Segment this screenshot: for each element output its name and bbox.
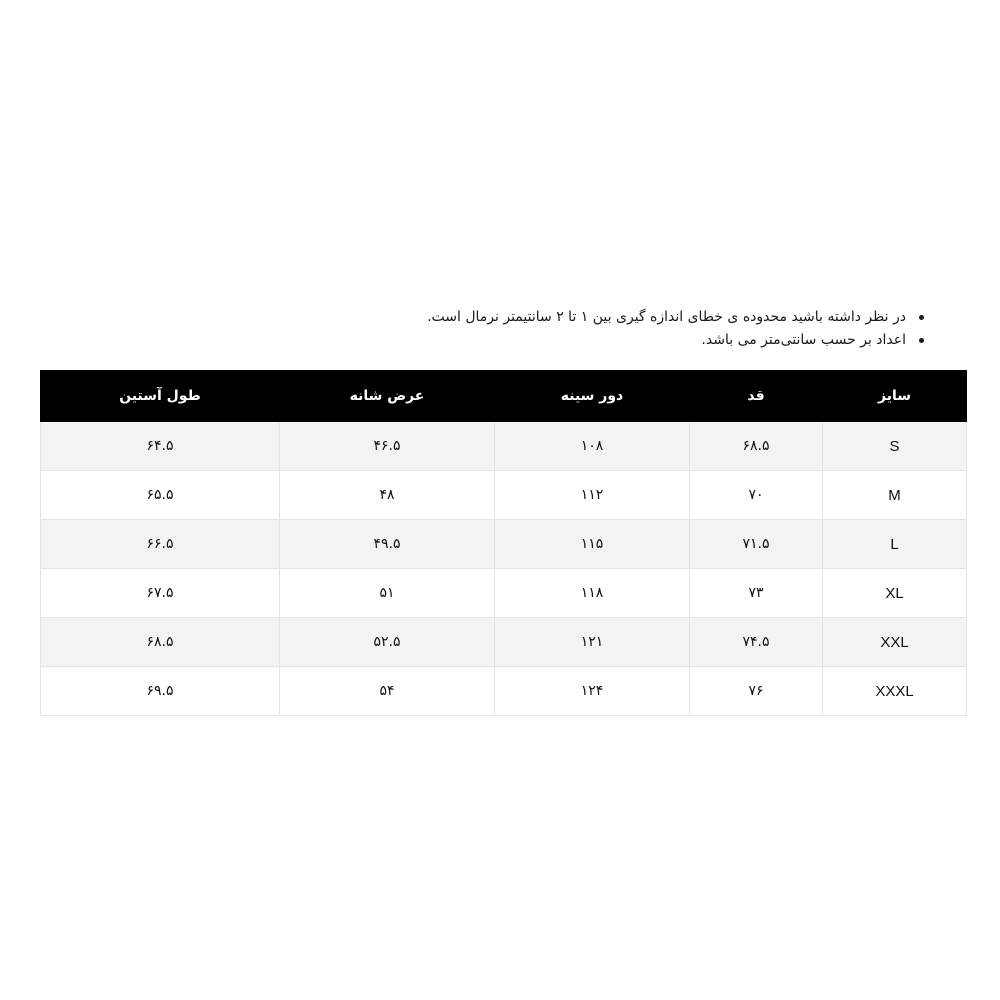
cell-height: ۷۰: [690, 471, 823, 520]
bullet-icon: [919, 315, 924, 320]
cell-height: ۶۸.۵: [690, 422, 823, 471]
cell-chest: ۱۱۵: [495, 520, 690, 569]
cell-height: ۷۶: [690, 667, 823, 716]
header-shoulder: عرض شانه: [280, 371, 495, 422]
cell-sleeve: ۶۴.۵: [41, 422, 280, 471]
cell-chest: ۱۲۱: [495, 618, 690, 667]
table-row: [41, 520, 967, 569]
cell-size: XXXL: [823, 667, 967, 716]
note-item: [328, 329, 928, 352]
cell-shoulder: ۵۲.۵: [280, 618, 495, 667]
note-item: [328, 306, 928, 329]
header-chest: دور سینه: [495, 371, 690, 422]
cell-shoulder: ۴۹.۵: [280, 520, 495, 569]
bullet-icon: [919, 338, 924, 343]
cell-size: XL: [823, 569, 967, 618]
cell-shoulder: ۴۶.۵: [280, 422, 495, 471]
cell-height: ۷۴.۵: [690, 618, 823, 667]
cell-size: XXL: [823, 618, 967, 667]
cell-sleeve: ۶۵.۵: [41, 471, 280, 520]
header-size: سایز: [823, 371, 967, 422]
cell-size: M: [823, 471, 967, 520]
cell-height: ۷۱.۵: [690, 520, 823, 569]
measurement-notes: [328, 306, 928, 352]
cell-sleeve: ۶۹.۵: [41, 667, 280, 716]
header-sleeve: طول آستین: [41, 371, 280, 422]
table-row: [41, 569, 967, 618]
cell-height: ۷۳: [690, 569, 823, 618]
cell-shoulder: ۴۸: [280, 471, 495, 520]
size-chart-table: [40, 370, 967, 716]
cell-sleeve: ۶۷.۵: [41, 569, 280, 618]
table-header-row: [41, 371, 967, 422]
cell-chest: ۱۰۸: [495, 422, 690, 471]
note-text: اعداد بر حسب سانتی‌متر می باشد.: [701, 332, 906, 348]
cell-size: S: [823, 422, 967, 471]
table-row: [41, 422, 967, 471]
table-row: [41, 667, 967, 716]
cell-sleeve: ۶۸.۵: [41, 618, 280, 667]
note-text: در نظر داشته باشید محدوده ی خطای اندازه گیری بین ۱ تا ۲ سانتیمتر نرمال است.: [427, 309, 906, 325]
cell-sleeve: ۶۶.۵: [41, 520, 280, 569]
table-row: [41, 618, 967, 667]
cell-shoulder: ۵۴: [280, 667, 495, 716]
cell-chest: ۱۱۲: [495, 471, 690, 520]
header-height: قد: [690, 371, 823, 422]
cell-shoulder: ۵۱: [280, 569, 495, 618]
table-row: [41, 471, 967, 520]
cell-chest: ۱۲۴: [495, 667, 690, 716]
cell-size: L: [823, 520, 967, 569]
cell-chest: ۱۱۸: [495, 569, 690, 618]
